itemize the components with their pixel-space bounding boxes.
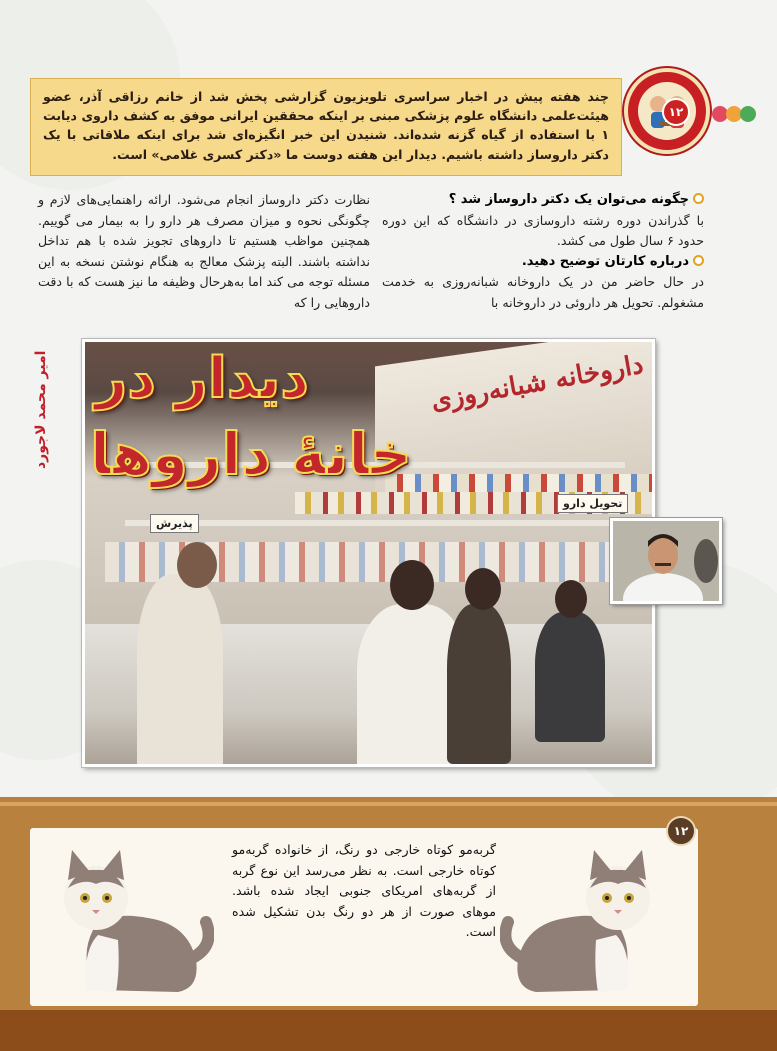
customer-head	[555, 580, 587, 618]
shop-sign-text: داروخانه شبانه‌روزی	[428, 349, 646, 417]
question-1	[382, 190, 704, 211]
bottom-band-footer	[0, 1010, 777, 1051]
bullet-icon	[693, 193, 704, 204]
answer-1: با گذراندن دوره رشته داروسازی در دانشگاه که این دوره حدود ۶ سال طول می کشد.	[382, 212, 704, 248]
bottom-page-number: ۱۲	[666, 816, 696, 846]
pharmacy-photo	[82, 339, 655, 767]
question-2-text: درباره کارتان توضیح دهید.	[521, 253, 689, 269]
customer-head	[177, 542, 217, 588]
bullet-icon	[693, 255, 704, 266]
counter-sign: پذیرش	[150, 514, 199, 533]
pharmacist-portrait	[610, 518, 722, 604]
customer-head	[390, 560, 434, 610]
article-column-right	[382, 190, 704, 313]
customer	[137, 574, 223, 767]
band-stripe	[0, 802, 777, 806]
intro-box: چند هفته پیش در اخبار سراسری تلویزیون گزارشی پخش شد از خانم رزاقی آذر، عضو هیئت‌علمی دانشگاه علوم پزشکی مبنی بر اینکه محققین ایرانی موفق به کشف داروی دیابت ۱ با استفاده از گیاه گزنه شده‌اند. شنیدن این خبر انگیزه‌ای شد برای اینکه ملاقاتی با یک دکتر داروساز داشته باشیم. دیدار این هفته دوست ما «دکتر کسری غلامی» است.	[30, 78, 622, 176]
cat-illustration-left	[38, 840, 214, 1000]
page-number-badge: ۱۲	[662, 98, 690, 126]
question-1-text: چگونه می‌توان یک دکتر داروساز شد ؟	[448, 192, 689, 207]
cat-caption: گربه‌مو کوتاه خارجی دو رنگ، از خانواده گربه‌مو کوتاه خارجی است. به نظر می‌رسد این نوع گربه از گربه‌های امریکای جنوبی ایجاد شده باشد. موهای صورت از هر دو رنگ بدن تشکیل شده است.	[232, 842, 496, 939]
customer	[535, 612, 605, 742]
article-column-left: نظارت دکتر داروساز انجام می‌شود. ارائه راهنمایی‌های لازم و چگونگی نحوه و میزان مصرف هر دارو را به بیمار می گوییم. همچنین مواظب هستیم تا داروهای تجویز شده با هم تداخل نداشته باشند. البته پزشک معالج به هنگام نوشتن نسخه به این مسئله توجه می کند اما به‌هرحال وظیفه ما نیز هست که با دقت داروهایی را که	[38, 192, 370, 310]
customer-head	[465, 568, 501, 610]
portrait-figure	[613, 521, 719, 601]
author-credit: امیر محمد لاجورد	[33, 350, 49, 470]
counter-sign: تحویل دارو	[557, 494, 628, 513]
photo-title-line-1: دیدار در	[95, 346, 310, 411]
question-2	[382, 252, 704, 273]
shelf	[125, 520, 655, 526]
photo-title-line-2: خانهٔ داروها	[90, 420, 412, 488]
cat-illustration-right	[500, 840, 676, 1000]
answer-2: در حال حاضر من در یک داروخانه شبانه‌روزی به خدمت مشغولم. تحویل هر داروئی در داروخانه با	[382, 274, 704, 310]
customer	[447, 604, 511, 764]
decor-dot	[740, 106, 756, 122]
